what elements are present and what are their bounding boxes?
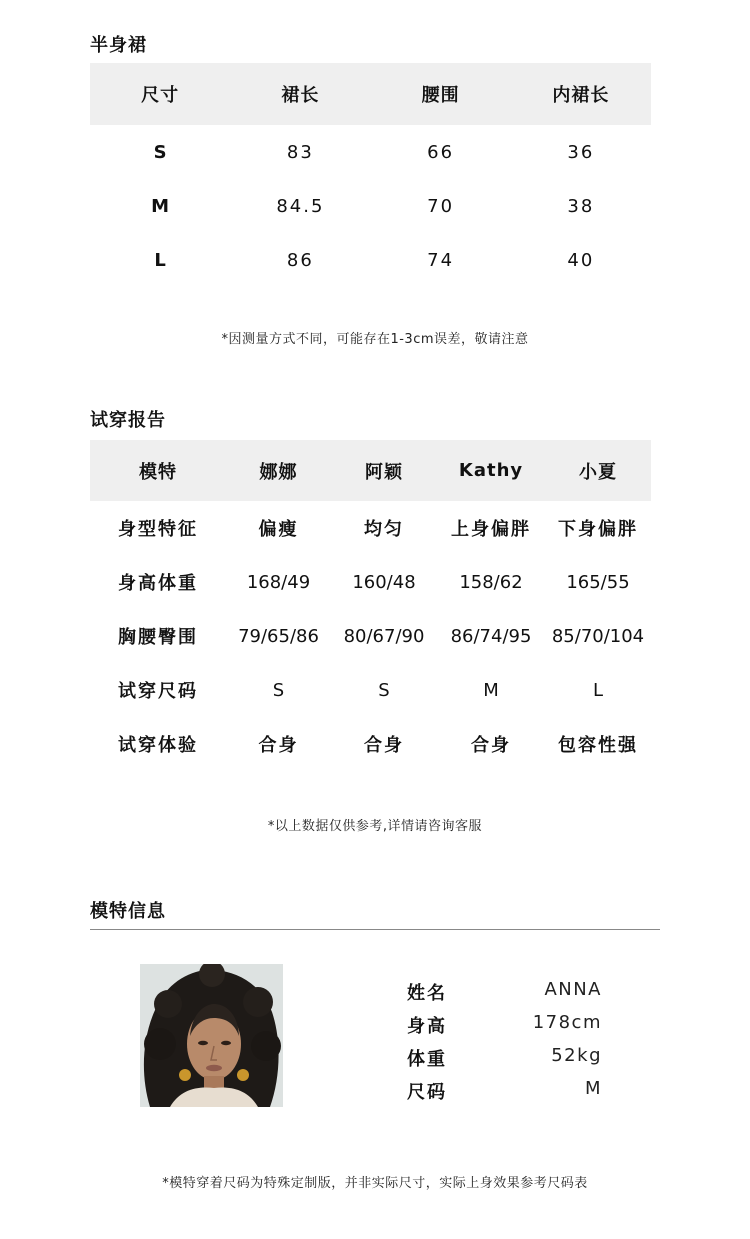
info-label: 身高 — [407, 1016, 447, 1037]
info-value: ANNA — [544, 979, 602, 1000]
table-cell: 85/70/104 — [551, 625, 645, 647]
row-label: 身型特征 — [118, 519, 198, 540]
table-cell: L — [592, 679, 604, 701]
table-row — [90, 125, 651, 179]
table-cell: 66 — [427, 141, 455, 163]
table-cell: 84.5 — [276, 195, 325, 217]
measurement-note: *因测量方式不同，可能存在1-3cm误差，敬请注意 — [221, 332, 529, 347]
table-cell: 合身 — [471, 735, 511, 756]
header-cell: 内裙长 — [511, 63, 651, 125]
table-cell: 168/49 — [246, 571, 311, 593]
table-cell: 165/55 — [566, 571, 630, 593]
table-cell: 86 — [286, 249, 314, 271]
table-cell: 上身偏胖 — [451, 519, 531, 540]
table-cell: 偏瘦 — [258, 519, 299, 540]
reference-note: *以上数据仅供参考,详情请咨询客服 — [267, 819, 483, 834]
header-cell: 腰围 — [371, 63, 511, 125]
table-cell: 均匀 — [364, 519, 404, 540]
table-cell: 70 — [427, 195, 455, 217]
skirt-size-table — [90, 63, 651, 287]
table-cell: M — [483, 679, 499, 701]
model-info-row — [407, 1045, 607, 1075]
table-cell: 36 — [567, 141, 595, 163]
table-cell: 160/48 — [352, 571, 416, 593]
model-size-note: *模特穿着尺码为特殊定制版，并非实际尺寸，实际上身效果参考尺码表 — [162, 1176, 588, 1191]
table-cell: 86/74/95 — [450, 625, 532, 647]
info-value: 52kg — [551, 1045, 602, 1066]
table-cell: 下身偏胖 — [558, 519, 638, 540]
row-label: 身高体重 — [118, 573, 198, 594]
header-cell: 模特 — [90, 440, 226, 501]
table-cell: 38 — [567, 195, 595, 217]
row-label: 胸腰臀围 — [118, 627, 198, 648]
table-row — [90, 717, 651, 771]
section-divider — [90, 929, 660, 930]
table-cell: 158/62 — [459, 571, 523, 593]
table-cell: 包容性强 — [558, 735, 638, 756]
header-cell: 娜娜 — [226, 440, 331, 501]
table-cell: 83 — [286, 141, 314, 163]
table-cell: S — [153, 141, 167, 163]
header-cell: 尺寸 — [90, 63, 230, 125]
row-label: 试穿体验 — [118, 735, 198, 756]
header-cell: 裙长 — [230, 63, 370, 125]
table-cell: 40 — [567, 249, 595, 271]
info-label: 尺码 — [407, 1082, 447, 1103]
info-label: 体重 — [407, 1049, 447, 1070]
table-row — [90, 555, 651, 609]
info-value: M — [584, 1078, 602, 1099]
model-info-row — [407, 979, 607, 1009]
table-header-row — [90, 63, 651, 125]
table-row — [90, 179, 651, 233]
table-cell: 合身 — [258, 735, 299, 756]
table-cell: 79/65/86 — [238, 625, 319, 647]
table-row — [90, 609, 651, 663]
table-row — [90, 501, 651, 555]
table-cell: L — [154, 249, 166, 271]
model-section-title: 模特信息 — [90, 901, 166, 922]
model-info-row — [407, 1012, 607, 1042]
table-cell: S — [378, 679, 390, 701]
header-cell: 小夏 — [545, 440, 651, 501]
table-cell: M — [151, 195, 170, 217]
table-cell: 合身 — [364, 735, 404, 756]
info-label: 姓名 — [407, 983, 447, 1004]
info-value: 178cm — [532, 1012, 602, 1033]
table-cell: 74 — [427, 249, 455, 271]
skirt-section-title: 半身裙 — [90, 35, 147, 56]
table-cell: S — [272, 679, 285, 701]
model-info-row — [407, 1078, 607, 1108]
row-label: 试穿尺码 — [118, 681, 198, 702]
header-cell: Kathy — [437, 440, 545, 501]
tryon-section-title: 试穿报告 — [90, 410, 166, 431]
table-row — [90, 663, 651, 717]
table-header-row — [90, 440, 651, 501]
table-row — [90, 233, 651, 287]
model-photo — [140, 964, 283, 1107]
tryon-report-table — [90, 440, 651, 771]
header-cell: 阿颖 — [331, 440, 437, 501]
table-cell: 80/67/90 — [343, 625, 425, 647]
